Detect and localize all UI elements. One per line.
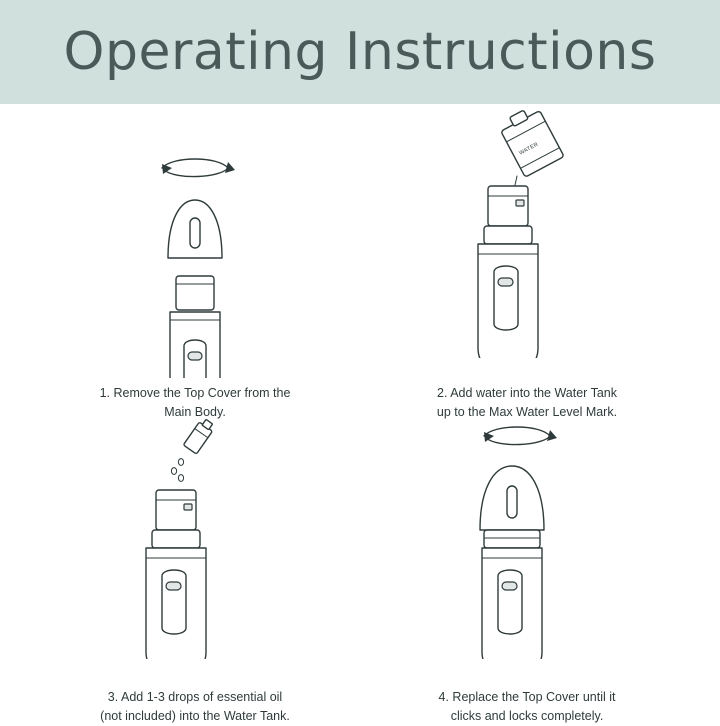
- step-4-caption-line-1: 4. Replace the Top Cover until it: [438, 690, 616, 704]
- diffuser-add-water-icon: [412, 108, 642, 358]
- step-3-caption-line-1: 3. Add 1-3 drops of essential oil: [107, 690, 283, 704]
- step-2-illustration: [362, 108, 692, 378]
- water-bottle-label: WATER: [518, 141, 540, 157]
- step-1-caption-line-1: 1. Remove the Top Cover from the: [99, 386, 291, 400]
- diffuser-add-essential-oil-icon: [80, 414, 310, 659]
- step-3-caption: [30, 688, 360, 726]
- step-3-caption-line-2: (not included) into the Water Tank.: [100, 709, 290, 723]
- page-title: Operating Instructions: [63, 22, 657, 82]
- step-1-caption-line-2: Main Body.: [164, 405, 226, 419]
- step-2-caption-line-2: up to the Max Water Level Mark.: [436, 405, 618, 419]
- step-4-caption: [362, 688, 692, 726]
- diffuser-replace-top-cover-icon: [412, 414, 642, 659]
- step-1-illustration: [30, 108, 360, 378]
- step-1: [30, 108, 360, 422]
- step-2-caption-line-1: 2. Add water into the Water Tank: [437, 386, 617, 400]
- step-4-caption-line-2: clicks and locks completely.: [450, 709, 604, 723]
- steps-container: [0, 104, 720, 723]
- step-4-illustration: [362, 414, 692, 684]
- step-3: [30, 414, 360, 726]
- step-3-illustration: [30, 414, 360, 684]
- step-2: [362, 108, 692, 422]
- diffuser-top-cover-removed-icon: [80, 108, 310, 378]
- step-4: [362, 414, 692, 726]
